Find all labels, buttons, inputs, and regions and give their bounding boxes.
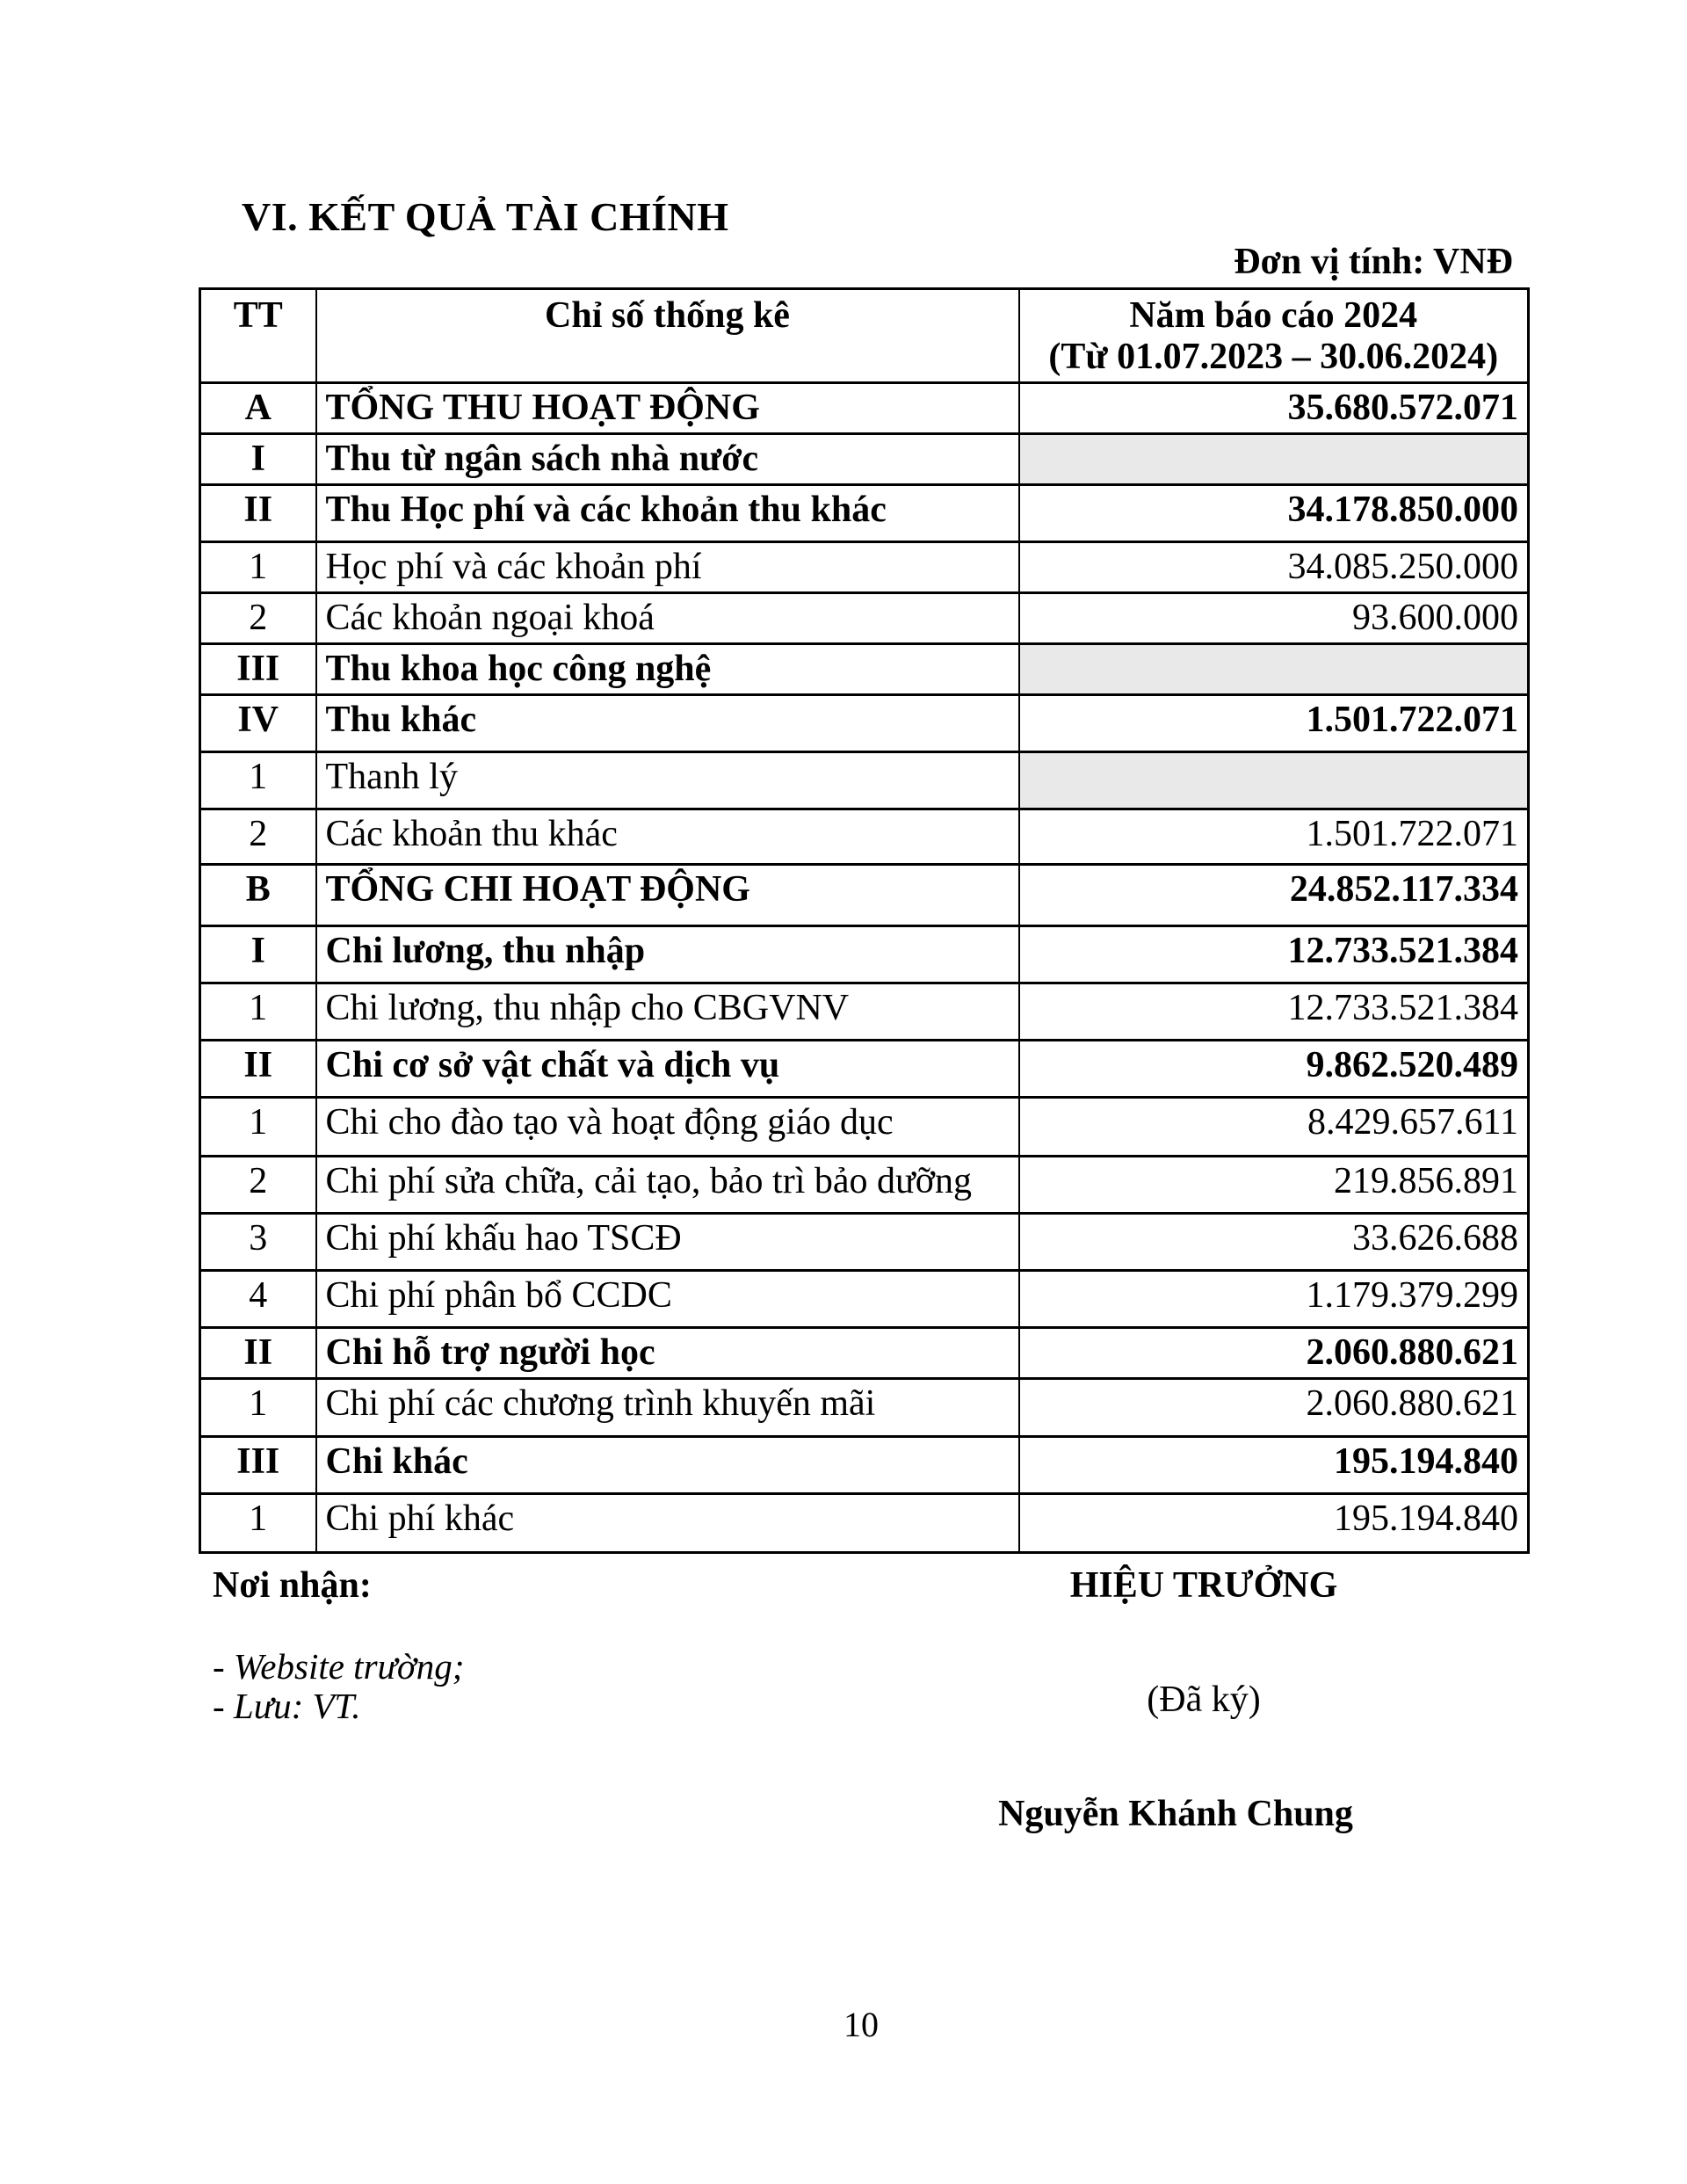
table-row (200, 695, 1529, 752)
row-label-cell: Chi phí các chương trình khuyến mãi (316, 1379, 1019, 1437)
table-row (200, 1328, 1529, 1379)
row-tt-cell: 1 (200, 1379, 316, 1437)
table-row (200, 1494, 1529, 1553)
table-row (200, 983, 1529, 1041)
row-tt-cell: I (200, 434, 316, 485)
col-header-indicator: Chỉ số thống kê (316, 289, 1019, 383)
row-label-cell: TỔNG THU HOẠT ĐỘNG (316, 383, 1019, 434)
row-value-cell: 1.501.722.071 (1019, 809, 1529, 865)
row-label-cell: Thu Học phí và các khoản thu khác (316, 485, 1019, 542)
recipient-line: - Lưu: VT. (213, 1686, 361, 1726)
col-header-tt: TT (200, 289, 316, 383)
row-tt-cell: II (200, 1328, 316, 1379)
row-label-cell: Thu khoa học công nghệ (316, 644, 1019, 695)
row-tt-cell: 1 (200, 542, 316, 593)
row-value-cell: 195.194.840 (1019, 1494, 1529, 1553)
row-tt-cell: 1 (200, 983, 316, 1041)
row-label-cell: Chi lương, thu nhập (316, 926, 1019, 983)
col-header-year (1019, 289, 1529, 383)
signer-title: HIỆU TRƯỞNG (1069, 1565, 1338, 1606)
table-row (200, 485, 1529, 542)
row-label-cell: Chi cho đào tạo và hoạt động giáo dục (316, 1098, 1019, 1157)
row-value-cell: 219.856.891 (1019, 1157, 1529, 1214)
row-tt-cell: 2 (200, 593, 316, 644)
row-tt-cell: A (200, 383, 316, 434)
row-tt-cell: 1 (200, 752, 316, 809)
row-label-cell: Chi khác (316, 1437, 1019, 1494)
row-label-cell: Các khoản thu khác (316, 809, 1019, 865)
row-value-cell: 24.852.117.334 (1019, 865, 1529, 926)
row-value-cell: 35.680.572.071 (1019, 383, 1529, 434)
row-tt-cell: II (200, 485, 316, 542)
row-label-cell: Chi lương, thu nhập cho CBGVNV (316, 983, 1019, 1041)
unit-note: Đơn vị tính: VNĐ (1234, 242, 1513, 282)
row-value-cell: 1.501.722.071 (1019, 695, 1529, 752)
row-label-cell: Học phí và các khoản phí (316, 542, 1019, 593)
page-number: 10 (844, 2005, 879, 2044)
table-header-row (200, 289, 1529, 383)
row-value-cell: 9.862.520.489 (1019, 1041, 1529, 1098)
finance-table-body (200, 383, 1529, 1553)
row-tt-cell: B (200, 865, 316, 926)
signed-note: (Đã ký) (1147, 1680, 1261, 1720)
row-tt-cell: III (200, 644, 316, 695)
row-tt-cell: I (200, 926, 316, 983)
row-label-cell: Thanh lý (316, 752, 1019, 809)
row-label-cell: Chi phí phân bổ CCDC (316, 1271, 1019, 1328)
row-label-cell: Thu từ ngân sách nhà nước (316, 434, 1019, 485)
row-value-cell: 34.085.250.000 (1019, 542, 1529, 593)
row-label-cell: Chi phí khấu hao TSCĐ (316, 1214, 1019, 1271)
table-row (200, 1437, 1529, 1494)
table-row (200, 1041, 1529, 1098)
row-label-cell: Các khoản ngoại khoá (316, 593, 1019, 644)
table-row (200, 1379, 1529, 1437)
table-row (200, 752, 1529, 809)
row-value-cell: 195.194.840 (1019, 1437, 1529, 1494)
table-row (200, 593, 1529, 644)
row-value-cell: 12.733.521.384 (1019, 926, 1529, 983)
recipients-label: Nơi nhận: (213, 1565, 372, 1606)
row-tt-cell: IV (200, 695, 316, 752)
row-value-cell: 2.060.880.621 (1019, 1328, 1529, 1379)
table-row (200, 644, 1529, 695)
table-row (200, 1157, 1529, 1214)
col-header-year-line1: Năm báo cáo 2024 (1129, 295, 1418, 336)
finance-table (199, 287, 1530, 1554)
signer-name: Nguyễn Khánh Chung (998, 1794, 1353, 1834)
table-row (200, 865, 1529, 926)
table-row (200, 1098, 1529, 1157)
row-tt-cell: 4 (200, 1271, 316, 1328)
row-label-cell: Chi hỗ trợ người học (316, 1328, 1019, 1379)
row-value-cell: 2.060.880.621 (1019, 1379, 1529, 1437)
row-value-cell: 93.600.000 (1019, 593, 1529, 644)
row-value-cell: 33.626.688 (1019, 1214, 1529, 1271)
table-row (200, 809, 1529, 865)
row-tt-cell: 1 (200, 1494, 316, 1553)
row-tt-cell: 3 (200, 1214, 316, 1271)
row-value-cell: 34.178.850.000 (1019, 485, 1529, 542)
row-tt-cell: 2 (200, 1157, 316, 1214)
row-label-cell: Chi phí sửa chữa, cải tạo, bảo trì bảo dưỡng (316, 1157, 1019, 1214)
row-tt-cell: III (200, 1437, 316, 1494)
row-value-cell (1019, 644, 1529, 695)
row-label-cell: TỔNG CHI HOẠT ĐỘNG (316, 865, 1019, 926)
row-value-cell: 12.733.521.384 (1019, 983, 1529, 1041)
row-tt-cell: II (200, 1041, 316, 1098)
row-tt-cell: 1 (200, 1098, 316, 1157)
table-row (200, 383, 1529, 434)
row-label-cell: Chi phí khác (316, 1494, 1019, 1553)
col-header-year-line2: (Từ 01.07.2023 – 30.06.2024) (1048, 337, 1499, 378)
table-row (200, 926, 1529, 983)
table-row (200, 1214, 1529, 1271)
row-value-cell: 8.429.657.611 (1019, 1098, 1529, 1157)
row-value-cell (1019, 434, 1529, 485)
row-tt-cell: 2 (200, 809, 316, 865)
row-value-cell (1019, 752, 1529, 809)
row-label-cell: Thu khác (316, 695, 1019, 752)
row-value-cell: 1.179.379.299 (1019, 1271, 1529, 1328)
table-row (200, 542, 1529, 593)
table-row (200, 434, 1529, 485)
recipient-line: - Website trường; (213, 1646, 465, 1687)
section-title: VI. KẾT QUẢ TÀI CHÍNH (242, 194, 729, 239)
table-row (200, 1271, 1529, 1328)
row-label-cell: Chi cơ sở vật chất và dịch vụ (316, 1041, 1019, 1098)
